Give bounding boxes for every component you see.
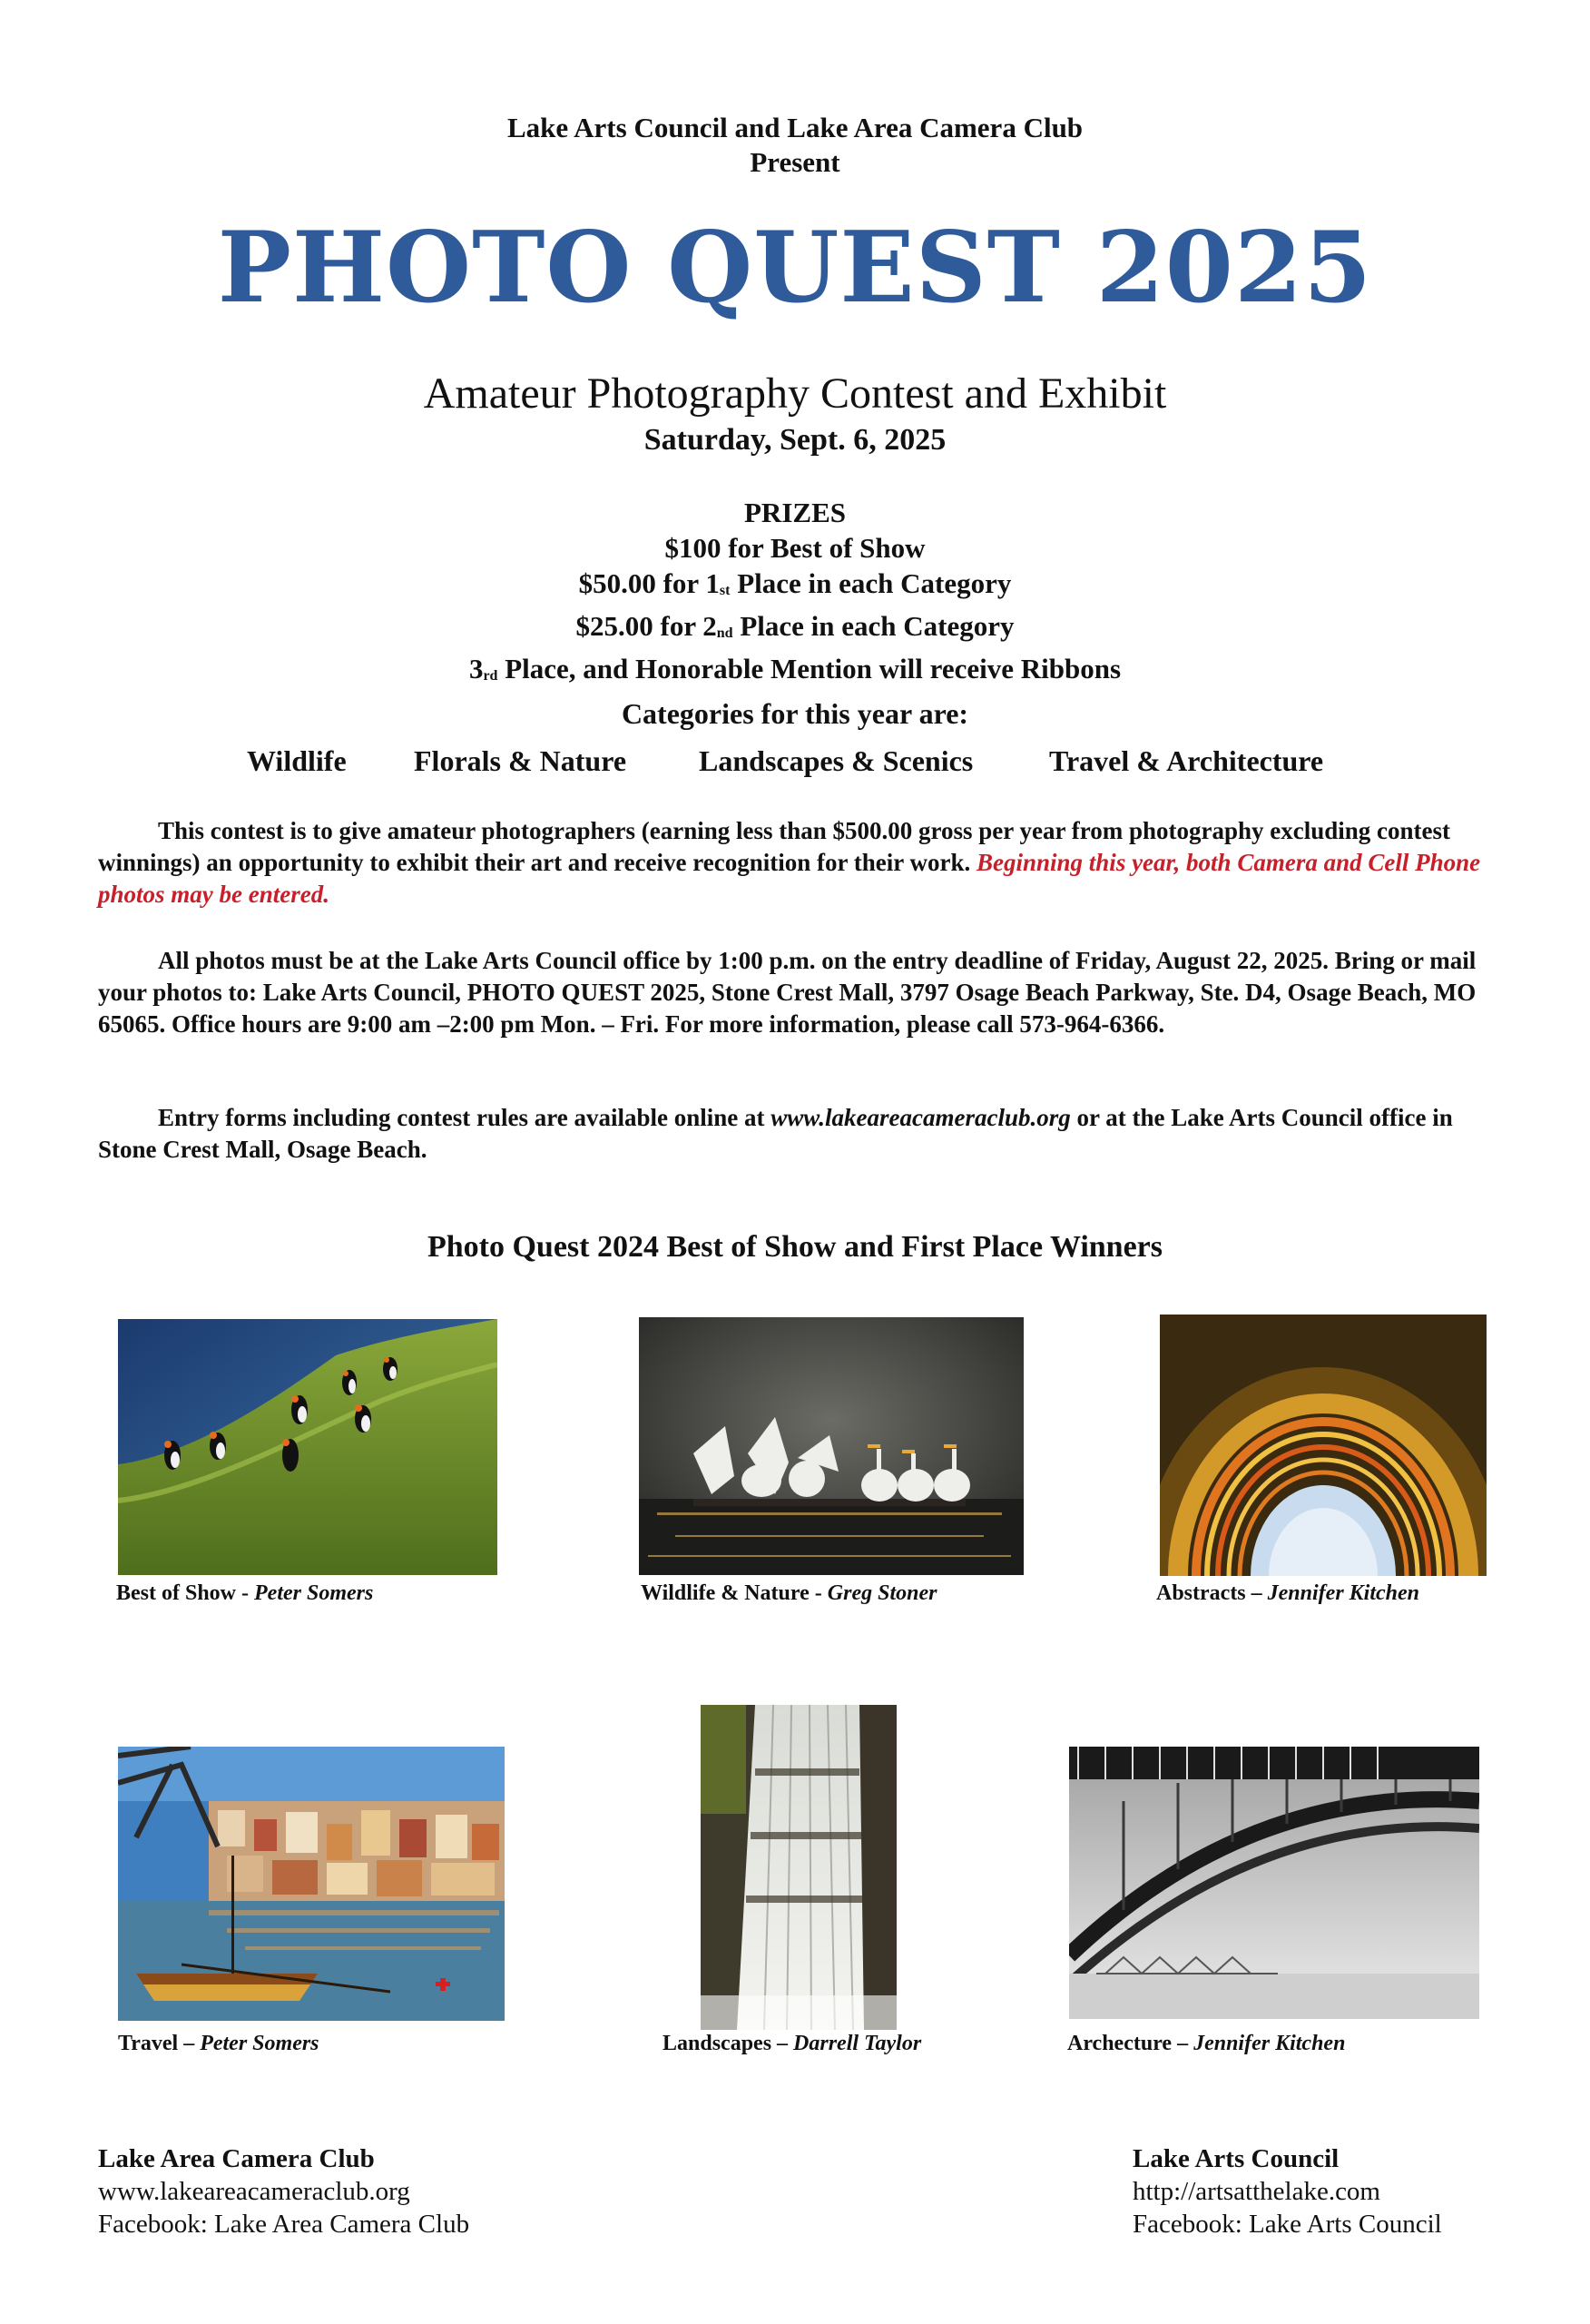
footer-club-title: Lake Area Camera Club [98, 2144, 375, 2173]
prize-best-of-show: $100 for Best of Show [664, 532, 926, 564]
winner-caption: Landscapes – Darrell Taylor [662, 2032, 922, 2055]
footer-council-facebook[interactable]: Facebook: Lake Arts Council [1133, 2210, 1442, 2239]
abstract-arch-photo [1160, 1315, 1487, 1576]
present-line: Present [750, 146, 840, 178]
prize-third-place: $3_{rd}$ Place, and Honorable Mention will receive Ribbons [468, 653, 1122, 684]
winner-caption: Travel – Peter Somers [118, 2032, 319, 2055]
winner-caption: Best of Show - Peter Somers [116, 1581, 374, 1605]
prizes-section [0, 495, 1590, 694]
camera-cellphone-note: Beginning this year, both Camera and Cell Phone photos may be entered. [98, 849, 1481, 908]
footer-council-url[interactable]: http://artsatthelake.com [1133, 2177, 1380, 2206]
club-website-link[interactable]: www.lakeareacameraclub.org [770, 1104, 1071, 1131]
category-item: Wildlife [247, 744, 347, 777]
event-date: Saturday, Sept. 6, 2025 [643, 423, 947, 457]
categories-list [0, 744, 1590, 781]
winner-caption: Abstracts – Jennifer Kitchen [1156, 1581, 1419, 1605]
prize-first-place: $50.00 for $1_{st}$ Place in each Category [578, 567, 1012, 599]
footer-club-facebook[interactable]: Facebook: Lake Area Camera Club [98, 2210, 470, 2239]
footer-council-title: Lake Arts Council [1133, 2144, 1340, 2173]
pelicans-photo [639, 1317, 1024, 1575]
winners-heading: Photo Quest 2024 Best of Show and First Place Winners [427, 1230, 1163, 1264]
footer-club-url[interactable]: www.lakeareacameraclub.org [98, 2177, 410, 2206]
bridge-photo [1069, 1747, 1479, 2019]
puffins-photo [118, 1319, 497, 1575]
entry-instructions: All photos must be at the Lake Arts Council office by 1:00 p.m. on the entry deadline of Friday, August 22, 2025. Bring or mail your photos to: Lake Arts Council, PHOTO QUEST 2025, Stone Crest Mall, 3797 Osage Beach Parkway, Ste. D4, Osage Beach, MO 65065. Office hours are 9:00 am –2:00 pm Mon. – Fri. For more information, please call 573-964-6366. [98, 947, 1477, 1038]
categories-heading: Categories for this year are: [621, 697, 969, 730]
prizes-heading: PRIZES [744, 497, 846, 528]
winner-caption: Archecture – Jennifer Kitchen [1067, 2032, 1346, 2055]
contest-description: This contest is to give amateur photographers (earning less than $500.00 gross per year from photography excluding contest winnings) an opportunity to exhibit their art and receive recognition for their work. Beginning this year, both Camera and Cell Phone photos may be entered. [98, 817, 1481, 908]
travel-porto-photo [118, 1747, 505, 2021]
presenter-line: Lake Arts Council and Lake Area Camera Club [506, 112, 1084, 143]
entry-forms-info: Entry forms including contest rules are available online at www.lakeareacameraclub.org or at the Lake Arts Council office in Stone Crest Mall, Osage Beach. [98, 1104, 1453, 1163]
footer-arts-council [1133, 2142, 1442, 2240]
prize-second-place: $25.00 for $2_{nd}$ Place in each Category [575, 610, 1015, 642]
event-title: PHOTO QUEST 2025 [217, 211, 1373, 325]
waterfall-photo [701, 1705, 897, 2030]
category-item: Landscapes & Scenics [699, 744, 974, 777]
winner-caption: Wildlife & Nature - Greg Stoner [641, 1581, 937, 1605]
category-item: Travel & Architecture [1049, 744, 1324, 777]
footer-camera-club [98, 2142, 469, 2240]
category-item: Florals & Nature [414, 744, 627, 777]
event-subtitle: Amateur Photography Contest and Exhibit [423, 369, 1167, 418]
